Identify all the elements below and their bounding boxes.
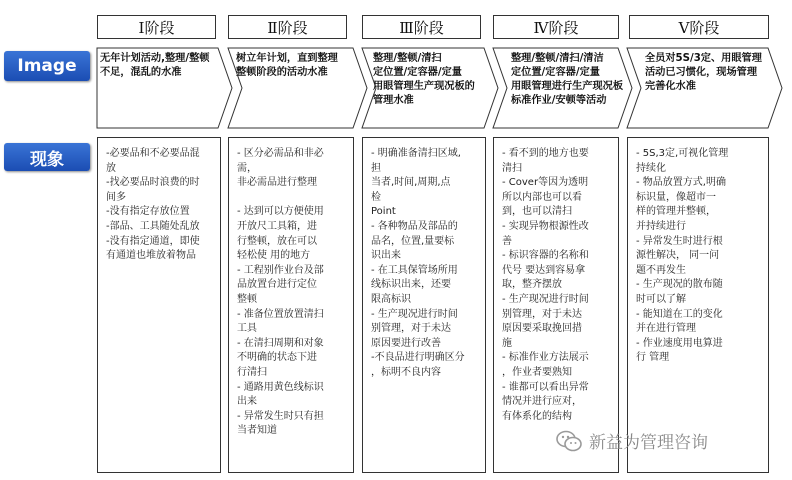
phenomenon-item: 品名，位置,量要标: [371, 235, 455, 247]
phenomenon-item: 原因要进行改善: [371, 337, 441, 349]
phenomenon-item: 线标识出来，还要: [371, 279, 451, 291]
phenomenon-item: - 异常发生时进行根: [636, 235, 723, 247]
phenomenon-item: - 在清扫周期和对象: [237, 337, 324, 349]
phenomenon-item: - 标识容器的名称和: [502, 250, 589, 262]
phenomenon-item: 放: [106, 162, 116, 174]
phenomenon-item: -没有指定通道，即使: [106, 235, 200, 247]
phenomenon-item: - 准备位置放置清扫: [237, 308, 324, 320]
phenomenon-item: - 通路用黄色线标识: [237, 381, 324, 393]
watermark-text: 新益为管理咨询: [589, 433, 708, 453]
phenomenon-item: 到，也可以清扫: [502, 206, 572, 218]
stage-header-1: Ⅰ阶段: [97, 15, 216, 39]
phenomenon-item: 情况并进行应对，: [502, 396, 582, 408]
phenomenon-item: - 工程别作业台及部: [237, 264, 324, 276]
phenomenon-item: - 能知道在工的变化: [636, 308, 723, 320]
image-text-4: 整理/整顿/清扫/清洁 定位置/定容器/定量 用眼管理进行生产现况板 标准作业/安顿等活动: [511, 53, 624, 106]
stage-header-2: Ⅱ阶段: [228, 15, 347, 39]
phenomenon-item: 非必需品进行整理: [237, 177, 317, 189]
image-text-5: 全员对5S/3定、用眼管理 活动已习惯化，现场管理 完善化水准: [645, 53, 762, 92]
phenomenon-item: 所以内部也可以看: [502, 191, 582, 203]
phenomenon-item: 需，: [237, 162, 257, 174]
phenomenon-item: - 物品放置方式,明确: [636, 177, 726, 189]
phenomenon-item: - 标准作业方法展示: [502, 352, 589, 364]
phenomenon-item: 源性解决， 同一问: [636, 250, 720, 262]
phenomenon-item: 清扫: [502, 162, 522, 174]
stage-header-4: Ⅳ阶段: [493, 15, 619, 39]
phenomenon-item: 有体系化的结构: [502, 410, 572, 422]
phenomenon-item: 取，整齐摆放: [502, 279, 562, 291]
phenomenon-col-3: [362, 137, 486, 473]
phenomenon-item: - 在工具保管场所用: [371, 264, 458, 276]
image-text-2: 树立年计划，直到整理 整顿阶段的活动水准: [236, 53, 338, 78]
phenomenon-item: 行整顿，放在可以: [237, 235, 317, 247]
phenomenon-item: 代号 要达到容易拿: [502, 264, 586, 276]
phenomenon-item: 标识量，像超市一: [636, 191, 716, 203]
phenomenon-item: - 生产现况进行时间: [371, 308, 458, 320]
phenomenon-item: 并在进行管理: [636, 323, 696, 335]
phenomenon-item: 检: [371, 191, 381, 203]
phenomenon-item: 施: [502, 337, 512, 349]
phenomenon-item: 识出来: [371, 250, 401, 262]
phenomenon-item: -没有指定存放位置: [106, 206, 190, 218]
row-label-image: Image: [4, 51, 90, 81]
phenomenon-item: 当者知道: [237, 425, 277, 437]
phenomenon-item: 轻松使 用的地方: [237, 250, 311, 262]
phenomenon-item: 持续化: [636, 162, 666, 174]
phenomenon-item: 不明确的状态下进: [237, 352, 317, 364]
phenomenon-item: - 异常发生时只有担: [237, 410, 324, 422]
phenomenon-col-2: [228, 137, 354, 473]
phenomenon-item: 善: [502, 235, 512, 247]
watermark: [555, 428, 708, 453]
phenomenon-item: - 区分必需品和非必: [237, 148, 324, 159]
phenomenon-item: - 5S,3定,可视化管理: [636, 148, 729, 159]
phenomenon-col-5: [627, 137, 769, 473]
phenomenon-item: 限高标识: [371, 293, 411, 305]
phenomenon-item: - 各种物品及部品的: [371, 220, 458, 232]
phenomenon-item: 担: [371, 162, 381, 174]
phenomenon-item: 有通道也堆放着物品: [106, 250, 196, 262]
phenomenon-item: - 达到可以方便使用: [237, 206, 324, 218]
phenomenon-item: -找必要品时浪费的时: [106, 177, 200, 189]
phenomenon-item: ，标明不良内容: [371, 366, 441, 378]
phenomenon-item: Point: [371, 206, 396, 218]
phenomenon-item: - 谁都可以看出异常: [502, 381, 589, 393]
phenomenon-col-4: [493, 137, 619, 473]
phenomenon-item: 品放置台进行定位: [237, 279, 317, 291]
phenomenon-item: - Cover等因为透明: [502, 177, 589, 189]
phenomenon-item: 样的管理并整顿，: [636, 206, 716, 218]
phenomenon-item: [237, 191, 347, 205]
phenomenon-col-1: [97, 137, 221, 473]
phenomenon-item: 别管理，对于未达: [502, 308, 582, 320]
phenomenon-item: 原因要采取挽回措: [502, 323, 582, 335]
phenomenon-item: -必要品和不必要品混: [106, 148, 200, 159]
phenomenon-item: 当者,时间,周期,点: [371, 177, 451, 189]
phenomenon-item: - 作业速度用电算进: [636, 337, 723, 349]
phenomenon-item: 并持续进行: [636, 220, 686, 232]
phenomenon-item: 时可以了解: [636, 293, 686, 305]
image-text-3: 整理/整顿/清扫 定位置/定容器/定量 用眼管理生产现况板的 管理水准: [373, 53, 475, 106]
phenomenon-item: 工具: [237, 323, 257, 335]
phenomenon-item: 开放尺工具箱，进: [237, 220, 317, 232]
phenomenon-item: 行清扫: [237, 366, 267, 378]
phenomenon-item: - 看不到的地方也要: [502, 148, 589, 159]
stage-header-5: Ⅴ阶段: [629, 15, 769, 39]
phenomenon-item: - 生产现况进行时间: [502, 293, 589, 305]
phenomenon-item: 别管理，对于未达: [371, 323, 451, 335]
phenomenon-item: - 生产现况的散布随: [636, 279, 723, 291]
phenomenon-item: 题不再发生: [636, 264, 686, 276]
stage-header-3: Ⅲ阶段: [362, 15, 481, 39]
phenomenon-item: 出来: [237, 396, 257, 408]
phenomenon-item: - 明确准备清扫区域,: [371, 148, 461, 159]
row-label-phenomenon: 现象: [4, 143, 90, 171]
phenomenon-item: -不良品进行明确区分: [371, 352, 465, 364]
phenomenon-item: - 实现异物根源性改: [502, 220, 589, 232]
phenomenon-item: ，作业者要熟知: [502, 366, 572, 378]
phenomenon-item: 间多: [106, 191, 126, 203]
image-text-1: 无年计划活动,整理/整顿 不足，混乱的水准: [100, 53, 210, 78]
phenomenon-item: -部品、工具随处乱放: [106, 220, 200, 232]
phenomenon-item: 整顿: [237, 293, 257, 305]
wechat-icon: [555, 429, 583, 453]
phenomenon-item: 行 管理: [636, 352, 670, 364]
